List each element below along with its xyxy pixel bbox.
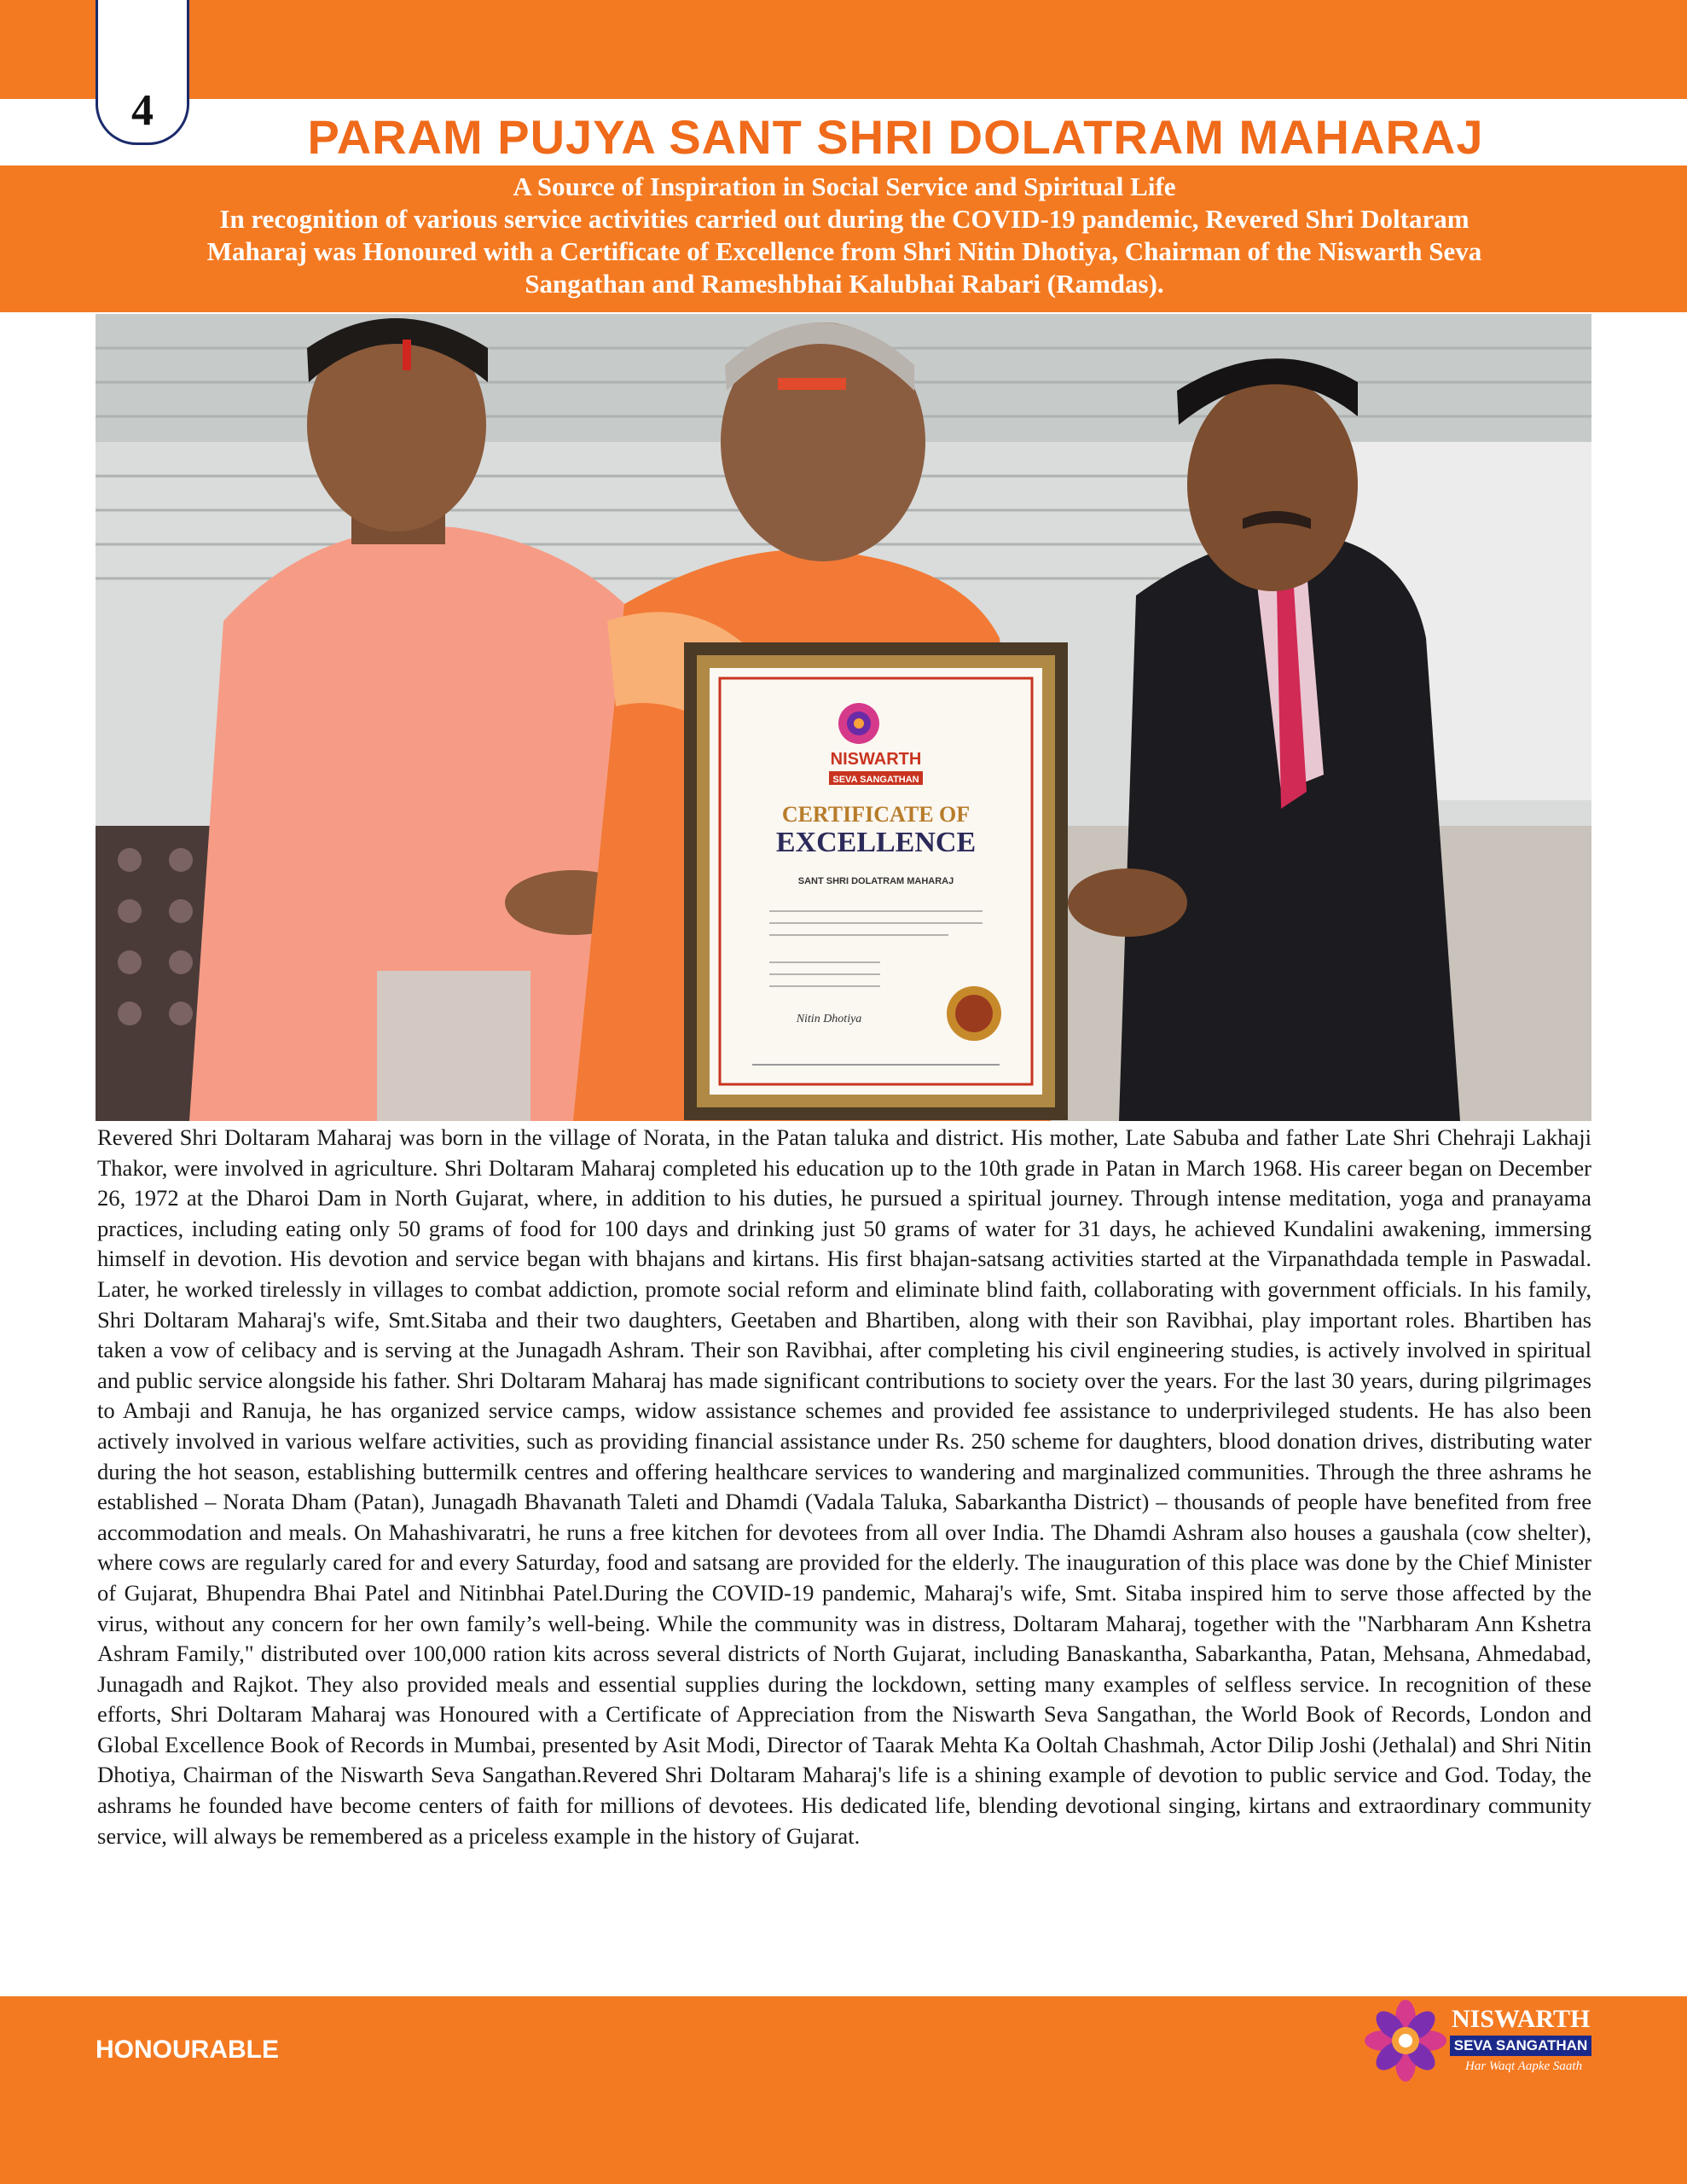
- logo-subtitle: SEVA SANGATHAN: [1450, 2036, 1591, 2056]
- page-headline: PARAM PUJYA SANT SHRI DOLATRAM MAHARAJ: [307, 110, 1484, 164]
- certificate-org-sub: SEVA SANGATHAN: [832, 775, 919, 785]
- logo-tagline: Har Waqt Aapke Saath: [1465, 2059, 1583, 2073]
- top-orange-bar: [0, 0, 1687, 99]
- page-number: 4: [131, 86, 154, 135]
- article-body: Revered Shri Doltaram Maharaj was born in the village of Norata, in the Patan taluka and district. His mother, Late Sabuba and father Late Shri Chehraji Lakhaji Thakor, were involved in agriculture. Shri Doltaram Maharaj completed his education up to the 10th grade in Patan in March 1968. His career began on December 26, 1972 at the Dharoi Dam in North Gujarat, where, in addition to his duties, he pursued a spiritual journey. Through intense meditation, yoga and pranayama practices, including eating only 50 grams of food for 100 days and drinking just 50 grams of water for 31 days, he achieved Kundalini awakening, immersing himself in devotion. His devotion and service began with bhajans and kirtans. His first bhajan-satsang activities started at the Virpanathdada temple in Paswadal. Later, he worked tirelessly in villages to combat addiction, promote social reform and eliminate blind faith, collaborating with government officials. In his family, Shri Doltaram Maharaj's wife, Smt.Sitaba and their two daughters, Geetaben and Bhartiben, along with their son Ravibhai, play important roles. Bhartiben has taken a vow of celibacy and is serving at the Junagadh Ashram. Their son Ravibhai, after completing his civil engineering studies, is actively involved in spiritual and public service alongside his father. Shri Doltaram Maharaj has made significant contributions to society over the years. For the last 30 years, during pilgrimages to Ambaji and Ranuja, he has organized service camps, widow assistance schemes and provided fee assistance to underprivileged students. He has also been actively involved in various welfare activities, such as providing financial assistance under Rs. 250 scheme for daughters, blood donation drives, distributing water during the hot season, establishing buttermilk centres and offering healthcare services to wandering and marginalized communities. Through the three ashrams he established – Norata Dham (Patan), Junagadh Bhavanath Taleti and Dhamdi (Vadala Taluka, Sabarkantha District) – thousands of people have benefited from free accommodation and meals. On Mahashivaratri, he runs a free kitchen for devotees from all over India. The Dhamdi Ashram also houses a gaushala (cow shelter), where cows are regularly cared for and every Saturday, food and satsang are provided for the elderly. The inauguration of this place was done by the Chief Minister of Gujarat, Bhupendra Bhai Patel and Nitinbhai Patel.During the COVID-19 pandemic, Maharaj's wife, Smt. Sitaba inspired him to serve those affected by the virus, without any concern for her own family’s well-being. While the community was in distress, Doltaram Maharaj, together with the "Narbharam Ann Kshetra Ashram Family," distributed over 100,000 ration kits across several districts of North Gujarat, including Banaskantha, Sabarkantha, Patan, Mehsana, Ahmedabad, Junagadh and Rajkot. They also provided meals and essential supplies during the lockdown, setting many examples of selfless service. In recognition of these efforts, Shri Doltaram Maharaj was Honoured with a Certificate of Appreciation from the Niswarth Seva Sangathan, the World Book of Records, London and Global Excellence Book of Records in Mumbai, presented by Asit Modi, Director of Taarak Mehta Ka Ooltah Chashmah, Actor Dilip Joshi (Jethalal) and Shri Nitin Dhotiya, Chairman of the Niswarth Seva Sangathan.Revered Shri Doltaram Maharaj's life is a shining example of devotion to public service and God. Today, the ashrams he founded have become centers of faith for millions of devotees. His dedicated life, blending devotional singing, kirtans and extraordinary community service, will always be remembered as a priceless example in the history of Gujarat.: [97, 1124, 1591, 1849]
- subheading-line: A Source of Inspiration in Social Service and Spiritual Life: [513, 171, 1176, 201]
- certificate-title-line2: EXCELLENCE: [775, 827, 977, 858]
- logo-name: NISWARTH: [1452, 2005, 1591, 2033]
- subheading-line: Maharaj was Honoured with a Certificate of Excellence from Shri Nitin Dhotiya, Chairman of the Niswarth Seva: [206, 236, 1482, 266]
- certificate-signatory: Nitin Dhotiya: [796, 1013, 862, 1025]
- subheading-line: Sangathan and Rameshbhai Kalubhai Rabari (Ramdas).: [525, 269, 1164, 299]
- award-photo: [96, 314, 1591, 1121]
- section-label: HONOURABLE: [96, 2036, 279, 2064]
- subheading-line: In recognition of various service activities carried out during the COVID-19 pandemic, Revered Shri Doltaram: [219, 204, 1470, 234]
- certificate-org: NISWARTH: [830, 750, 922, 769]
- subheading: [128, 171, 1561, 300]
- certificate-recipient: SANT SHRI DOLATRAM MAHARAJ: [797, 876, 954, 886]
- certificate-title-line1: CERTIFICATE OF: [781, 802, 971, 827]
